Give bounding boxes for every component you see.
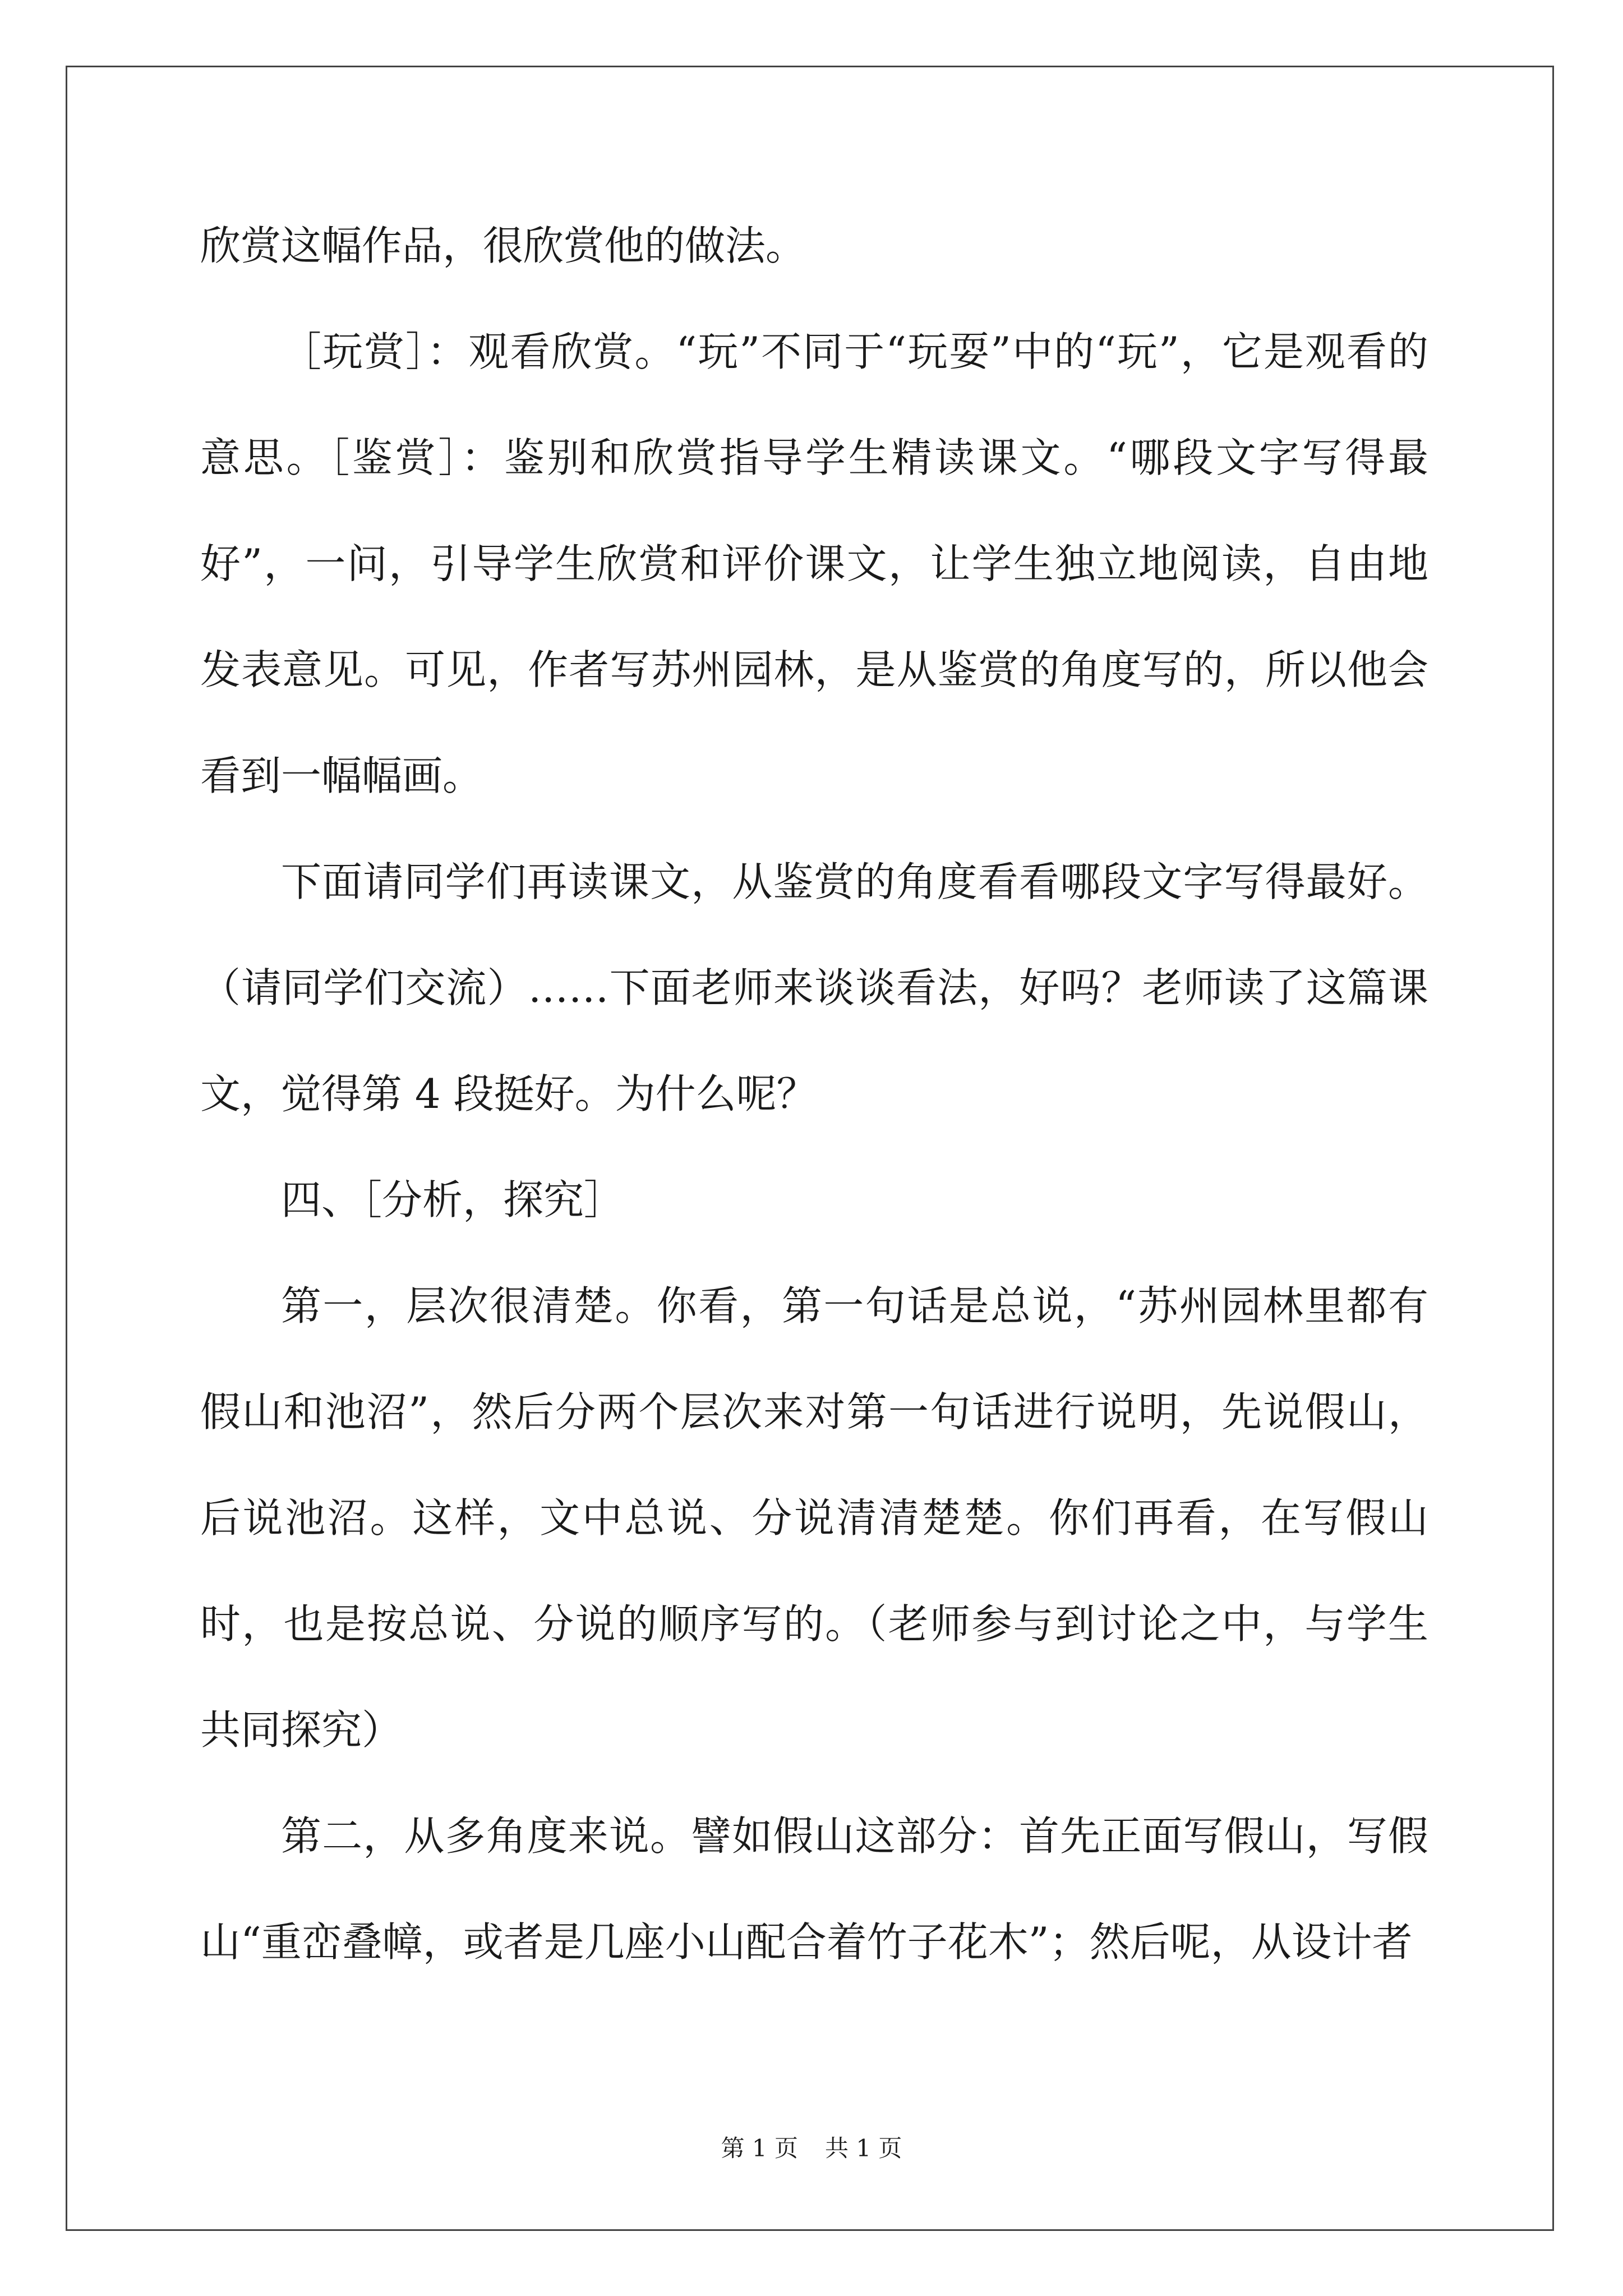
paragraph-4: 第一，层次很清楚。你看，第一句话是总说，“苏州园林里都有假山和池沼”，然后分两个层次来对第一句话进行说明，先说假山，后说池沼。这样，文中总说、分说清清楚楚。你们再看，在写假山时，也是按总说、分说的顺序写的。（老师参与到讨论之中，与学生共同探究） — [200, 1282, 1428, 1754]
page-number: 第 1 页 — [721, 2134, 798, 2162]
page-total: 共 1 页 — [825, 2134, 902, 2162]
paragraph-2: ［玩赏］：观看欣赏。“玩”不同于“玩耍”中的“玩”，它是观看的意思。［鉴赏］：鉴别和欣赏指导学生精读课文。“哪段文字写得最好”，一问，引导学生欣赏和评价课文，让学生独立地阅读，自由地发表意见。可见，作者写苏州园林，是从鉴赏的角度写的，所以他会看到一幅幅画。 — [200, 328, 1428, 799]
page-footer — [0, 2132, 1623, 2165]
document-body — [200, 193, 1428, 1995]
section-heading: 四、［分析，探究］ — [281, 1176, 625, 1223]
paragraph-3: 下面请同学们再读课文，从鉴赏的角度看看哪段文字写得最好。（请同学们交流）……下面老师来谈谈看法，好吗？老师读了这篇课文，觉得第 4 段挺好。为什么呢？ — [200, 858, 1428, 1117]
paragraph-1: 欣赏这幅作品，很欣赏他的做法。 — [200, 222, 806, 269]
paragraph-5: 第二，从多角度来说。譬如假山这部分：首先正面写假山，写假山“重峦叠幛，或者是几座小山配合着竹子花木”；然后呢，从设计者 — [200, 1812, 1428, 1966]
